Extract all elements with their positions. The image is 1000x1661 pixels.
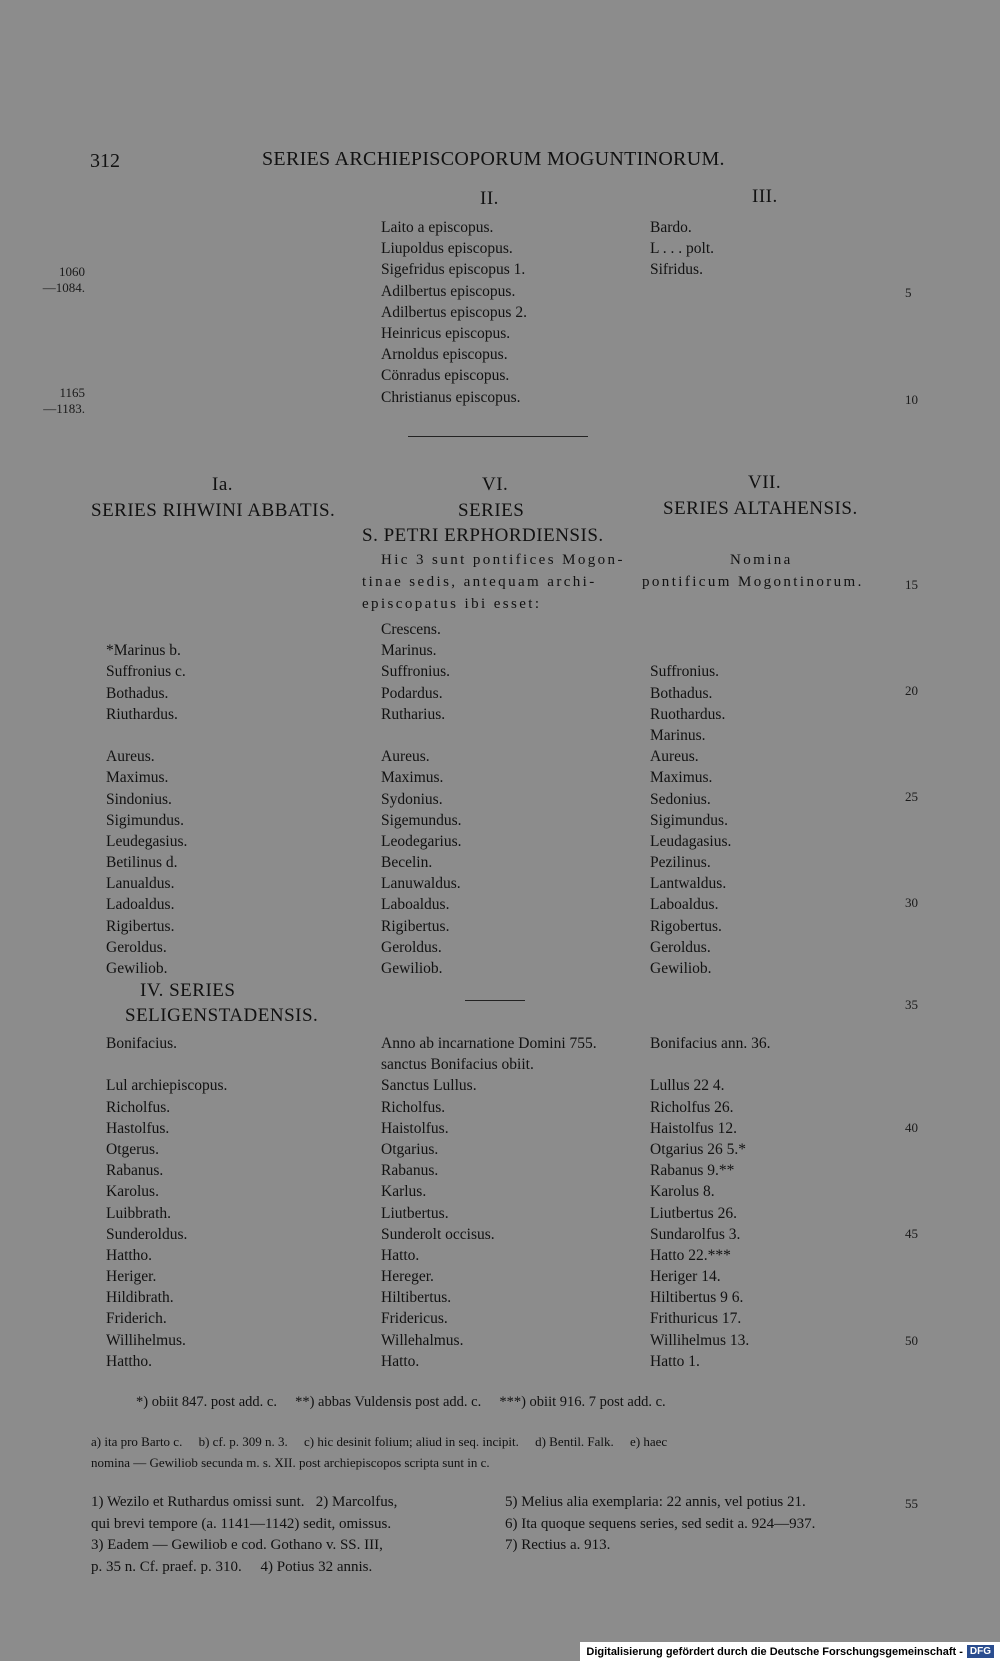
list-item: Sindonius. [106, 790, 172, 808]
heading-rihwini: SERIES RIHWINI ABBATIS. [91, 500, 336, 521]
list-item: Richolfus. [381, 1098, 446, 1116]
list-item: Hereger. [381, 1268, 434, 1286]
dfg-banner [580, 1642, 1000, 1661]
list-item: Richolfus 26. [650, 1098, 734, 1116]
margin-date: 1060 [59, 264, 85, 279]
list-item: Sigefridus episcopus 1. [381, 261, 526, 279]
line-number: 5 [905, 285, 912, 300]
line-number: 50 [905, 1333, 918, 1348]
list-item: Lantwaldus. [650, 875, 727, 893]
list-item: Bothadus. [650, 684, 713, 702]
list-item: Crescens. [381, 621, 441, 638]
list-item: Lanualdus. [106, 875, 175, 893]
list-item: Lullus 22 4. [650, 1077, 725, 1095]
list-item: Laboaldus. [381, 896, 450, 914]
list-item: Heriger 14. [650, 1268, 721, 1286]
separator-rule [465, 1000, 525, 1001]
upper-col2-list [381, 217, 527, 408]
list-item: Luibbrath. [106, 1204, 171, 1222]
endnote-line: 3) Eadem — Gewiliob e cod. Gothano v. SS. III, [91, 1537, 383, 1553]
heading-vi: VI. [482, 474, 509, 495]
line-number: 10 [905, 392, 918, 407]
page-number: 312 [90, 150, 120, 172]
list-item: Karolus. [106, 1183, 159, 1201]
list-item [650, 640, 731, 661]
list-item: Rigibertus. [381, 917, 450, 935]
list-item: Pezilinus. [650, 854, 711, 872]
list-item: Leodegarius. [381, 832, 462, 850]
list-item: Geroldus. [650, 938, 711, 956]
list-item: Geroldus. [381, 938, 442, 956]
list-item [650, 619, 731, 640]
heading-ia: Ia. [212, 474, 234, 495]
list-item: Hatto. [381, 1246, 420, 1264]
endnote-line: 7) Rectius a. 913. [505, 1537, 611, 1553]
list-item: Christianus episcopus. [381, 388, 521, 406]
list-item: Suffronius c. [106, 663, 186, 681]
list-item [650, 1054, 771, 1075]
heading-series: SERIES [458, 500, 525, 521]
line-number: 20 [905, 683, 918, 698]
list-item: Rabanus. [381, 1162, 439, 1180]
list-item [381, 725, 462, 746]
heading-vii: VII. [748, 472, 782, 493]
list-item: Gewiliob. [650, 960, 712, 977]
list-item: Rigobertus. [650, 917, 722, 935]
list-item: Heinricus episcopus. [381, 324, 511, 342]
line-number: 15 [905, 577, 918, 592]
list-item: Sifridus. [650, 261, 703, 279]
line-number: 55 [905, 1496, 918, 1511]
list-item: Hatto 22.*** [650, 1246, 731, 1264]
list-item: Adilbertus episcopus. [381, 282, 516, 300]
list-item: Gewiliob. [381, 960, 443, 977]
dfg-logo: DFG [967, 1645, 994, 1658]
list-item: Leudegasius. [106, 832, 188, 850]
list-item: Suffronius. [650, 663, 720, 681]
margin-date: 1165 [59, 385, 85, 400]
list-item: Bonifacius ann. 36. [650, 1035, 771, 1052]
list-item: Ladoaldus. [106, 896, 175, 914]
list-item: Cönradus episcopus. [381, 367, 510, 385]
series2-col1-list [106, 1033, 227, 1372]
list-item: Rigibertus. [106, 917, 175, 935]
list-item: Heriger. [106, 1268, 157, 1286]
list-item: Rabanus 9.** [650, 1162, 735, 1180]
list-item: *Marinus b. [106, 642, 181, 660]
list-item: Sigimundus. [106, 811, 184, 829]
letter-note-line: nomina — Gewiliob secunda m. s. XII. post archiepiscopos scripta sunt in c. [91, 1455, 490, 1470]
list-item: Maximus. [650, 769, 713, 787]
list-item: Sunderoldus. [106, 1225, 188, 1243]
heading-iv: IV. SERIES [140, 980, 236, 1001]
list-item: Maximus. [381, 769, 444, 787]
list-item: Hattho. [106, 1246, 153, 1264]
line-number: 35 [905, 997, 918, 1012]
list-item: Sunderolt occisus. [381, 1225, 495, 1243]
list-item: Maximus. [106, 769, 169, 787]
endnote-line: qui brevi tempore (a. 1141—1142) sedit, omissus. [91, 1515, 392, 1532]
list-item: Frithuricus 17. [650, 1310, 742, 1328]
list-item: Hatto 1. [650, 1352, 700, 1370]
asterisk-footnotes: *) obiit 847. post add. c. **) abbas Vuldensis post add. c. ***) obiit 916. 7 post add. c. [136, 1394, 666, 1410]
list-item: Otgarius. [381, 1140, 439, 1158]
list-item: Richolfus. [106, 1098, 171, 1116]
list-item: Bothadus. [106, 684, 169, 702]
series1-col2-list [381, 619, 462, 979]
list-item: Willehalmus. [381, 1331, 464, 1349]
list-item: Sedonius. [650, 790, 711, 808]
endnotes-left [91, 1492, 397, 1578]
list-item: Otgarius 26 5.* [650, 1140, 747, 1158]
list-item: Laito a episcopus. [381, 219, 494, 236]
letter-notes [91, 1431, 667, 1473]
list-item: Liupoldus episcopus. [381, 240, 513, 258]
list-item: Hattho. [106, 1352, 153, 1370]
list-item: Podardus. [381, 684, 443, 702]
list-item: Becelin. [381, 854, 433, 872]
heading-altahensis: SERIES ALTAHENSIS. [663, 498, 858, 519]
col3-heading-iii: III. [752, 186, 778, 207]
running-title: SERIES ARCHIEPISCOPORUM MOGUNTINORUM. [262, 148, 725, 170]
series2-col2-list [381, 1033, 597, 1372]
list-item: Aureus. [381, 748, 430, 766]
list-item: Betilinus d. [106, 854, 178, 872]
list-item: Otgerus. [106, 1140, 159, 1158]
list-item: Bardo. [650, 219, 692, 236]
list-item [106, 725, 187, 746]
margin-date: —1183. [43, 401, 85, 416]
series2-col3-list [650, 1033, 771, 1372]
col3-intro-line: pontificum Mogontinorum. [642, 574, 864, 590]
series1-col1-list [106, 619, 187, 979]
list-item: Sydonius. [381, 790, 443, 808]
list-item: Liutbertus 26. [650, 1204, 737, 1222]
heading-erphordiensis: S. PETRI ERPHORDIENSIS. [362, 525, 604, 546]
list-item: Sigimundus. [650, 811, 728, 829]
list-item: Karolus 8. [650, 1183, 715, 1201]
line-number: 45 [905, 1226, 918, 1241]
list-item: Friderich. [106, 1310, 167, 1328]
list-item: Lul archiepiscopus. [106, 1077, 228, 1095]
list-item: Hastolfus. [106, 1119, 170, 1137]
list-item: Gewiliob. [106, 960, 168, 977]
list-item: Rabanus. [106, 1162, 164, 1180]
margin-date: —1084. [42, 280, 85, 295]
line-number: 40 [905, 1120, 918, 1135]
list-item: Sundarolfus 3. [650, 1225, 741, 1243]
endnote-line: p. 35 n. Cf. praef. p. 310. 4) Potius 32 annis. [91, 1558, 373, 1575]
list-item: Willihelmus 13. [650, 1331, 750, 1349]
letter-note-line: a) ita pro Barto c. b) cf. p. 309 n. 3. c) hic desinit folium; aliud in seq. incipit. d) Bentil. Falk. e) haec [91, 1434, 668, 1449]
list-item: Adilbertus episcopus 2. [381, 303, 527, 321]
list-item: Marinus. [381, 642, 437, 660]
line-number: 25 [905, 789, 918, 804]
col2-intro-line: Hic 3 sunt pontifices Mogon- [381, 552, 625, 568]
col2-heading-ii: II. [480, 188, 499, 209]
list-item: Aureus. [650, 748, 699, 766]
endnote-line: 1) Wezilo et Ruthardus omissi sunt. 2) Marcolfus, [91, 1494, 398, 1510]
list-item: Haistolfus 12. [650, 1119, 737, 1137]
list-item: Anno ab incarnatione Domini 755. [381, 1035, 597, 1052]
list-item: Hatto. [381, 1352, 420, 1370]
list-item: Haistolfus. [381, 1119, 449, 1137]
list-item: Marinus. [650, 726, 706, 744]
list-item: Liutbertus. [381, 1204, 449, 1222]
list-item [106, 1054, 227, 1075]
list-item: Leudagasius. [650, 832, 732, 850]
list-item: Sigemundus. [381, 811, 462, 829]
col2-intro-line: tinae sedis, antequam archi- [362, 574, 597, 590]
list-item: Ruothardus. [650, 705, 726, 723]
series1-col3-list [650, 619, 731, 979]
list-item: Bonifacius. [106, 1035, 178, 1052]
upper-col3-list [650, 217, 714, 281]
list-item: Hiltibertus 9 6. [650, 1289, 744, 1307]
list-item: Arnoldus episcopus. [381, 346, 508, 364]
list-item: Hiltibertus. [381, 1289, 452, 1307]
list-item [106, 619, 187, 640]
col2-intro-line: episcopatus ibi esset: [362, 596, 542, 612]
list-item: Hildibrath. [106, 1289, 174, 1307]
endnote-line: 6) Ita quoque sequens series, sed sedit a. 924—937. [505, 1515, 816, 1532]
list-item: L . . . polt. [650, 240, 715, 258]
endnote-line: 5) Melius alia exemplaria: 22 annis, vel potius 21. [505, 1494, 806, 1510]
heading-seligenstadensis: SELIGENSTADENSIS. [125, 1005, 319, 1026]
list-item: Aureus. [106, 748, 155, 766]
list-item: Sanctus Lullus. [381, 1077, 477, 1095]
list-item: Geroldus. [106, 938, 167, 956]
banner-text: Digitalisierung gefördert durch die Deutsche Forschungsgemeinschaft - [586, 1645, 963, 1658]
list-item: Fridericus. [381, 1310, 448, 1328]
list-item: Suffronius. [381, 663, 451, 681]
list-item: Rutharius. [381, 705, 446, 723]
list-item: sanctus Bonifacius obiit. [381, 1056, 534, 1074]
col3-intro-line: Nomina [730, 552, 793, 568]
endnotes-right [505, 1492, 815, 1557]
line-number: 30 [905, 895, 918, 910]
list-item: Laboaldus. [650, 896, 719, 914]
list-item: Karlus. [381, 1183, 427, 1201]
separator-rule [408, 436, 588, 437]
list-item: Riuthardus. [106, 705, 178, 723]
list-item: Lanuwaldus. [381, 875, 461, 893]
list-item: Willihelmus. [106, 1331, 186, 1349]
